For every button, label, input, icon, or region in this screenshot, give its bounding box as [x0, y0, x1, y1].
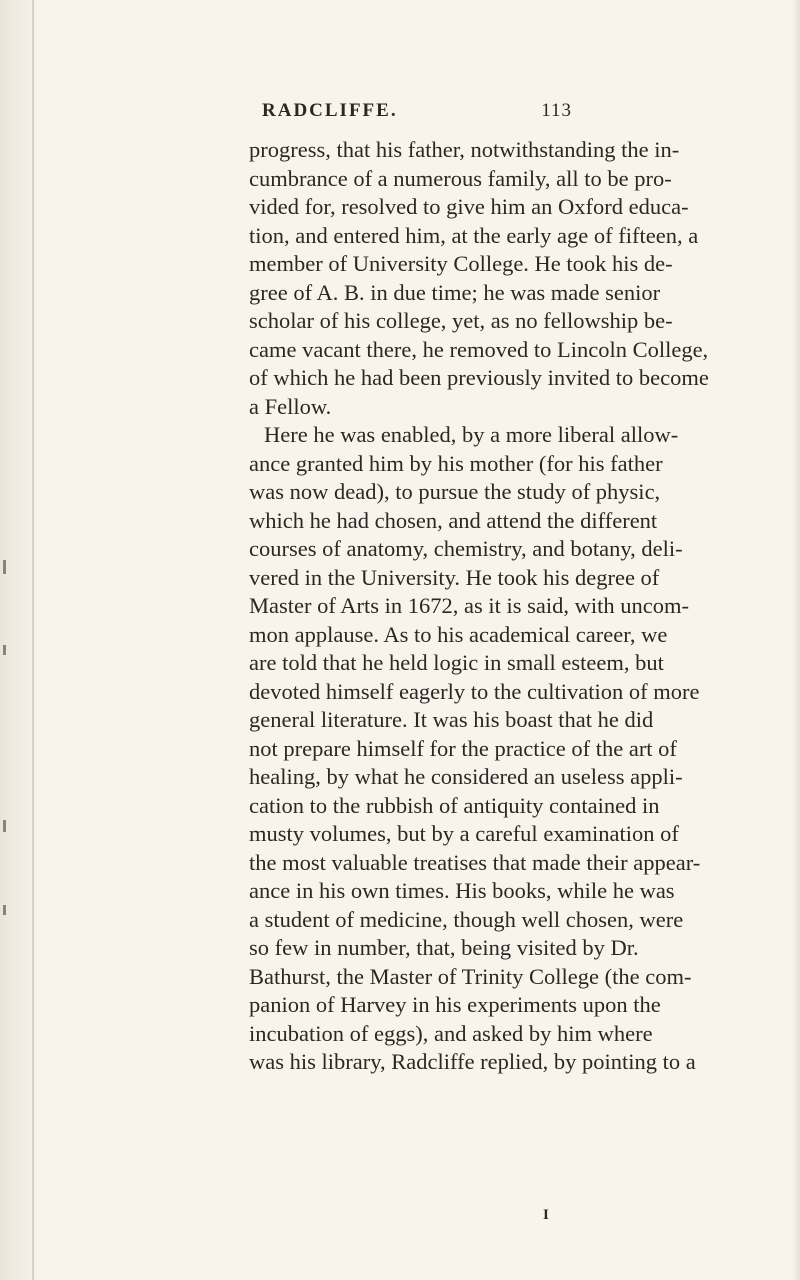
text-line: member of University College. He took his de-: [249, 251, 673, 276]
text-line: vered in the University. He took his degree of: [249, 564, 660, 590]
text-line: incubation of eggs), and asked by him where: [249, 1020, 653, 1046]
text-line: gree of A. B. in due time; he was made senior: [249, 279, 661, 305]
text-line: tion, and entered him, at the early age of fifteen, a: [249, 222, 699, 248]
text-line: panion of Harvey in his experiments upon the: [249, 992, 661, 1017]
running-head: RADCLIFFE.: [262, 100, 398, 121]
text-line: progress, that his father, notwithstanding the in-: [249, 137, 680, 162]
text-line: which he had chosen, and attend the different: [249, 507, 658, 533]
page-number: 113: [541, 100, 572, 121]
page-gutter: [0, 0, 40, 1280]
text-line: Bathurst, the Master of Trinity College (the com-: [249, 963, 692, 989]
text-line: vided for, resolved to give him an Oxford educa-: [249, 194, 689, 219]
text-line: a Fellow.: [249, 393, 332, 419]
text-line: Master of Arts in 1672, as it is said, with uncom-: [249, 593, 689, 618]
body-text: [249, 136, 709, 1077]
text-line: general literature. It was his boast that he did: [249, 707, 654, 732]
text-line: not prepare himself for the practice of the art of: [249, 735, 677, 761]
text-line: a student of medicine, though well chosen, were: [249, 906, 684, 932]
text-line: cation to the rubbish of antiquity contained in: [249, 792, 660, 818]
text-line: are told that he held logic in small esteem, but: [249, 650, 664, 675]
text-line: ance granted him by his mother (for his father: [249, 450, 663, 476]
text-line: of which he had been previously invited to become: [249, 365, 709, 390]
gutter-mark: [3, 645, 6, 655]
text-line: courses of anatomy, chemistry, and botany, deli-: [249, 536, 683, 561]
text-line: mon applause. As to his academical career, we: [249, 621, 668, 647]
signature-mark: I: [543, 1207, 549, 1223]
text-line: was his library, Radcliffe replied, by pointing to a: [249, 1049, 696, 1074]
gutter-mark: [3, 905, 6, 915]
text-line: musty volumes, but by a careful examination of: [249, 821, 679, 846]
text-line: Here he was enabled, by a more liberal allow-: [264, 422, 679, 447]
gutter-line: [32, 0, 34, 1280]
page-right-edge: [792, 0, 800, 1280]
gutter-mark: [3, 820, 6, 832]
page-header: [262, 100, 572, 128]
text-line: came vacant there, he removed to Lincoln College,: [249, 336, 709, 362]
text-line: was now dead), to pursue the study of physic,: [249, 479, 661, 504]
text-line: scholar of his college, yet, as no fellowship be-: [249, 308, 673, 333]
text-line: the most valuable treatises that made their appear-: [249, 849, 701, 875]
text-line: so few in number, that, being visited by Dr.: [249, 935, 639, 960]
text-line: devoted himself eagerly to the cultivation of more: [249, 678, 700, 704]
gutter-mark: [3, 560, 6, 574]
text-line: ance in his own times. His books, while he was: [249, 878, 675, 903]
text-line: cumbrance of a numerous family, all to be pro-: [249, 165, 672, 191]
text-line: healing, by what he considered an useless appli-: [249, 764, 683, 789]
